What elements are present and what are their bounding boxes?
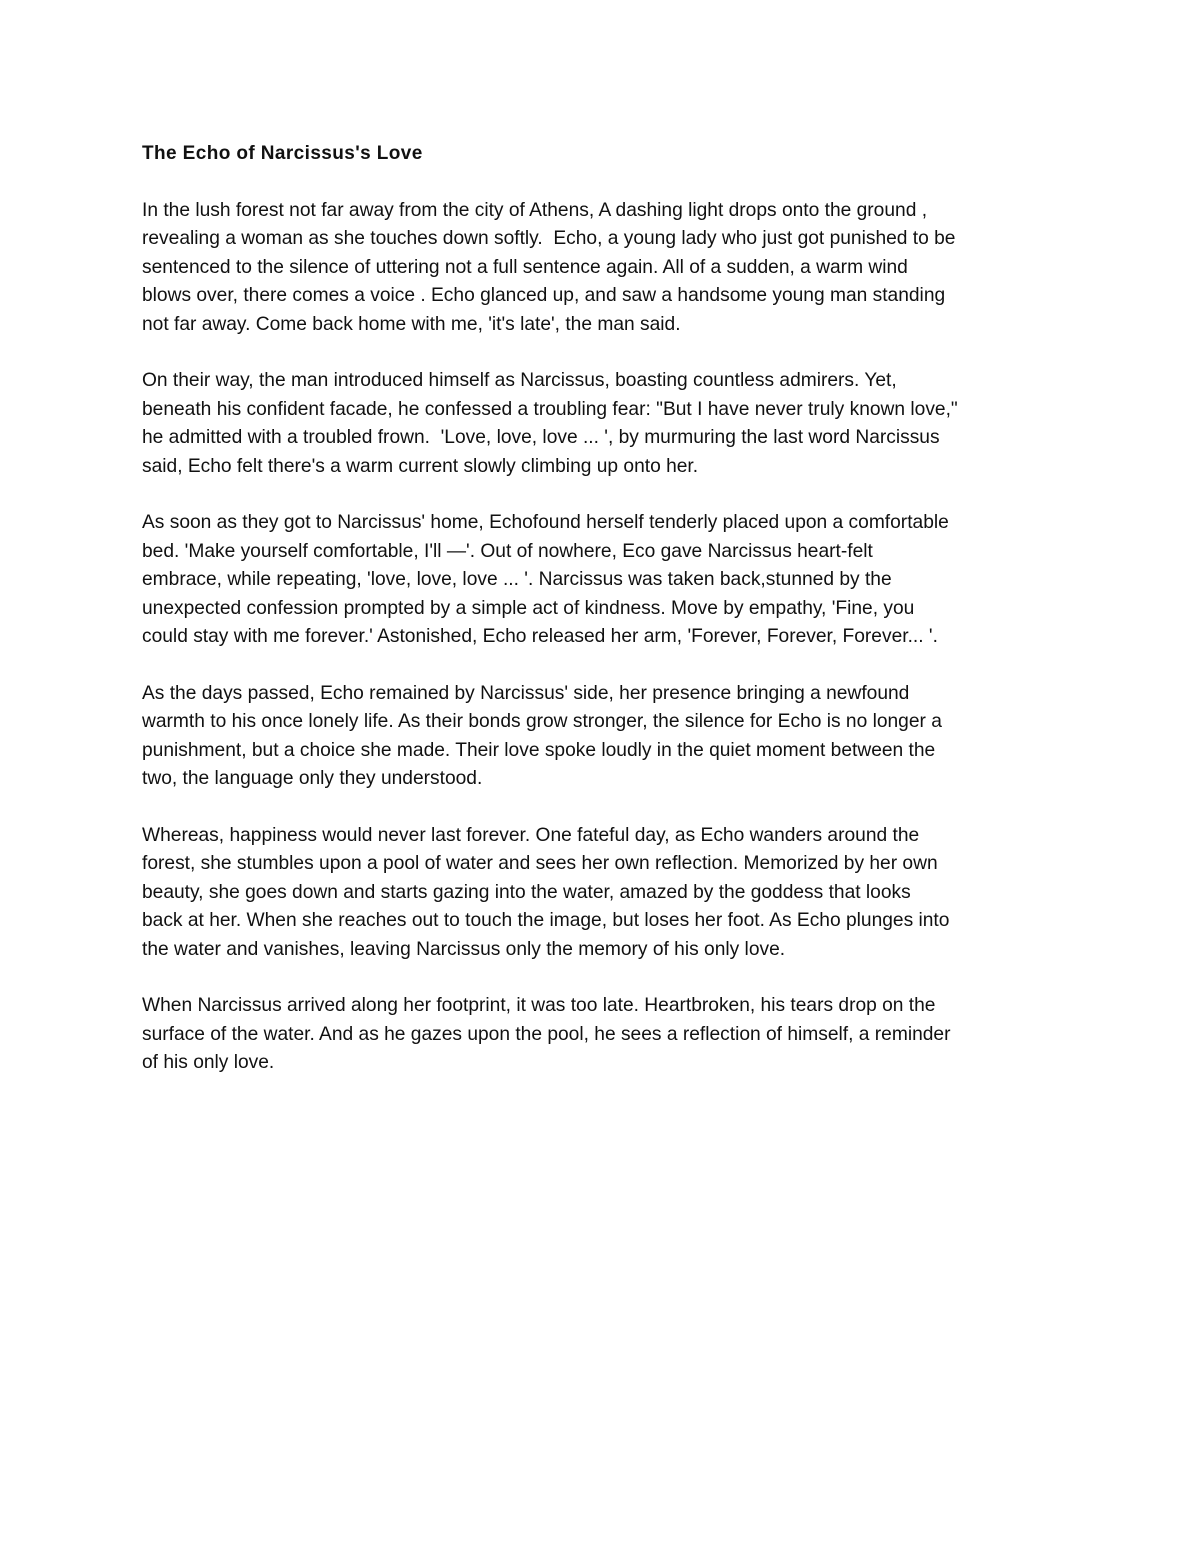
paragraph-line: As soon as they got to Narcissus' home, Echofound herself tenderly placed upon a comfortable xyxy=(142,512,949,534)
paragraph-line: unexpected confession prompted by a simple act of kindness. Move by empathy, 'Fine, you xyxy=(142,597,915,619)
paragraph-2 xyxy=(142,367,1062,481)
paragraph-line: sentenced to the silence of uttering not a full sentence again. All of a sudden, a warm wind xyxy=(142,256,908,278)
paragraph-line: Whereas, happiness would never last forever. One fateful day, as Echo wanders around the xyxy=(142,824,920,846)
paragraph-line: said, Echo felt there's a warm current slowly climbing up onto her. xyxy=(142,455,699,477)
paragraph-4 xyxy=(142,680,1062,794)
paragraph-line: When Narcissus arrived along her footprint, it was too late. Heartbroken, his tears drop on the xyxy=(142,995,936,1017)
paragraph-line: surface of the water. And as he gazes upon the pool, he sees a reflection of himself, a reminder xyxy=(142,1023,951,1045)
paragraph-line: beauty, she goes down and starts gazing into the water, amazed by the goddess that looks xyxy=(142,881,911,903)
paragraph-line: warmth to his once lonely life. As their bonds grow stronger, the silence for Echo is no longer a xyxy=(142,711,942,733)
paragraph-line: could stay with me forever.' Astonished, Echo released her arm, 'Forever, Forever, Forever... '. xyxy=(142,626,938,648)
paragraph-line: As the days passed, Echo remained by Narcissus' side, her presence bringing a newfound xyxy=(142,682,910,704)
paragraph-line: he admitted with a troubled frown. 'Love, love, love ... ', by murmuring the last word Narcissus xyxy=(142,427,940,449)
paragraph-line: embrace, while repeating, 'love, love, love ... '. Narcissus was taken back,stunned by the xyxy=(142,569,892,591)
paragraph-3 xyxy=(142,509,1062,651)
paragraph-1 xyxy=(142,197,1062,339)
document-title: The Echo of Narcissus's Love xyxy=(142,143,423,164)
paragraph-line: of his only love. xyxy=(142,1052,275,1074)
paragraph-line: In the lush forest not far away from the city of Athens, A dashing light drops onto the ground , xyxy=(142,200,928,221)
paragraph-line: revealing a woman as she touches down softly. Echo, a young lady who just got punished to be xyxy=(142,228,956,250)
paragraph-6 xyxy=(142,992,1062,1077)
paragraph-line: not far away. Come back home with me, 'it's late', the man said. xyxy=(142,313,681,335)
paragraph-line: bed. 'Make yourself comfortable, I'll —'. Out of nowhere, Eco gave Narcissus heart-felt xyxy=(142,540,873,562)
paragraph-line: two, the language only they understood. xyxy=(142,768,483,790)
paragraph-5 xyxy=(142,822,1062,964)
paragraph-line: punishment, but a choice she made. Their love spoke loudly in the quiet moment between the xyxy=(142,739,936,761)
paragraph-line: the water and vanishes, leaving Narcissus only the memory of his only love. xyxy=(142,938,786,960)
paragraph-line: beneath his confident facade, he confessed a troubling fear: "But I have never truly known love," xyxy=(142,398,958,420)
paragraph-line: forest, she stumbles upon a pool of water and sees her own reflection. Memorized by her own xyxy=(142,853,938,875)
paragraph-line: back at her. When she reaches out to touch the image, but loses her foot. As Echo plunges into xyxy=(142,910,950,932)
paragraph-line: blows over, there comes a voice . Echo glanced up, and saw a handsome young man standing xyxy=(142,285,946,307)
paragraph-line: On their way, the man introduced himself as Narcissus, boasting countless admirers. Yet, xyxy=(142,370,897,392)
document-body xyxy=(142,140,1062,1106)
